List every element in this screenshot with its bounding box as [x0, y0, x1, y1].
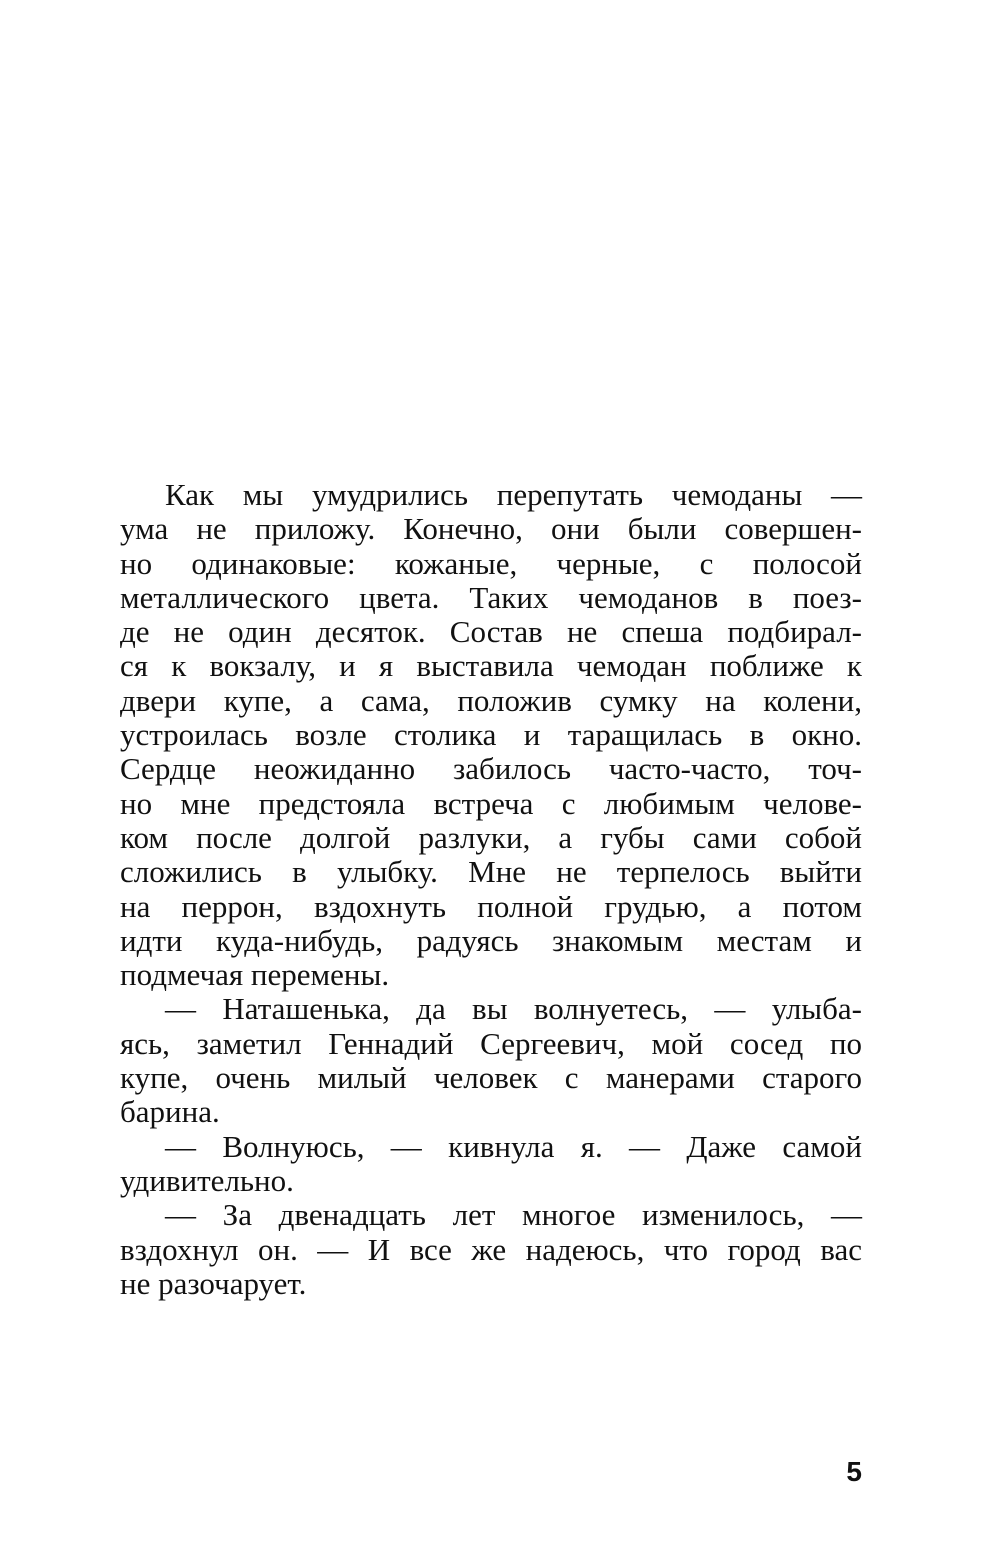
text-line: подмечая перемены.: [120, 957, 390, 993]
text-line: ясь, заметил Геннадий Сергеевич, мой сосед по: [120, 1025, 862, 1061]
text-line: — За двенадцать лет многое изменилось, —: [165, 1197, 862, 1233]
text-line: но мне предстояла встреча с любимым челове-: [120, 785, 862, 821]
text-line: де не один десяток. Состав не спеша подбирал-: [120, 614, 862, 650]
text-line: купе, очень милый человек с манерами старого: [120, 1060, 862, 1096]
text-line: идти куда-нибудь, радуясь знакомым местам и: [120, 922, 862, 958]
body-text: [120, 478, 862, 1301]
text-line: — Волнуюсь, — кивнула я. — Даже самой: [165, 1128, 862, 1164]
text-line: сложились в улыбку. Мне не терпелось выйти: [120, 854, 862, 890]
text-line: металлического цвета. Таких чемоданов в поез-: [120, 579, 862, 615]
text-line: ума не приложу. Конечно, они были совершен-: [120, 511, 862, 547]
page-number: 5: [846, 1456, 862, 1487]
text-line: на перрон, вздохнуть полной грудью, а потом: [120, 888, 862, 924]
text-line: — Наташенька, да вы волнуетесь, — улыба-: [165, 991, 862, 1027]
text-line: устроилась возле столика и таращилась в окно.: [120, 717, 862, 753]
text-line: Сердце неожиданно забилось часто-часто, точ-: [120, 751, 862, 787]
text-line: двери купе, а сама, положив сумку на колени,: [120, 682, 862, 718]
text-line: барина.: [120, 1094, 220, 1130]
text-line: ся к вокзалу, и я выставила чемодан поближе к: [120, 648, 862, 684]
text-line: Как мы умудрились перепутать чемоданы —: [165, 477, 862, 512]
text-line: но одинаковые: кожаные, черные, с полосой: [120, 545, 862, 581]
text-line: вздохнул он. — И все же надеюсь, что город вас: [120, 1231, 862, 1267]
text-line: не разочарует.: [120, 1265, 307, 1301]
text-line: ком после долгой разлуки, а губы сами собой: [120, 819, 862, 855]
text-line: удивительно.: [120, 1162, 294, 1198]
